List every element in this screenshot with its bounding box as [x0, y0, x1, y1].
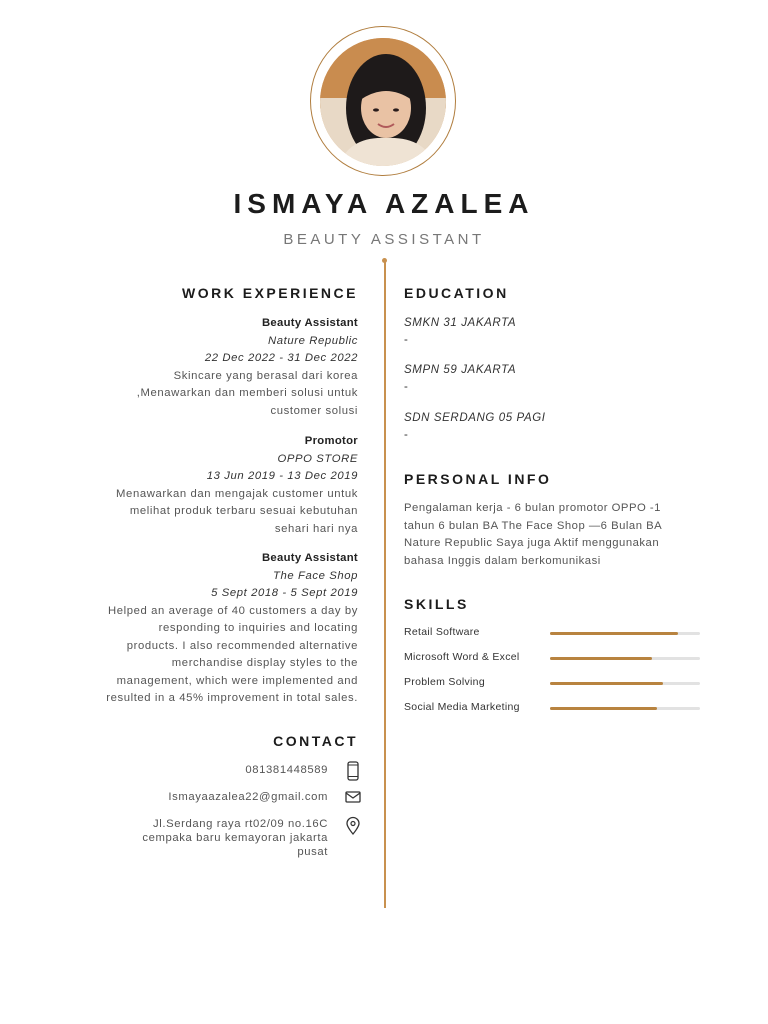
skill-bar-fill [550, 707, 657, 710]
skills-title: SKILLS [404, 596, 469, 612]
job-desc-line: sehari hari nya [274, 522, 358, 535]
job-dates: 22 Dec 2022 - 31 Dec 2022 [204, 352, 358, 364]
personal-info-title: PERSONAL INFO [404, 471, 552, 487]
job-desc-line: responding to inquiries and locating [158, 622, 358, 634]
job-company: OPPO STORE [277, 452, 358, 465]
work-item [68, 315, 358, 420]
education-item [404, 362, 516, 396]
skill-bar-track [550, 682, 700, 685]
job-desc-line: Skincare yang berasal dari korea [173, 369, 358, 382]
skill-bar-fill [550, 657, 652, 660]
school-name: SMPN 59 JAKARTA [404, 364, 517, 376]
skill-row [404, 701, 704, 715]
personal-info-line: tahun 6 bulan BA The Face Shop —6 Bulan BA [404, 519, 663, 532]
phone-icon [343, 761, 363, 781]
job-company: Nature Republic [267, 334, 358, 347]
avatar [320, 38, 446, 166]
location-pin-icon [343, 816, 363, 836]
work-experience-title: WORK EXPERIENCE [182, 285, 358, 301]
contact-title: CONTACT [273, 733, 358, 749]
job-company: The Face Shop [272, 569, 358, 582]
job-dates: 13 Jun 2019 - 13 Dec 2019 [206, 470, 358, 482]
skill-name: Retail Software [404, 626, 480, 638]
skill-bar-fill [550, 682, 663, 685]
job-desc-line: Menawarkan dan mengajak customer untuk [116, 487, 358, 500]
contact-address [142, 817, 328, 859]
school-name: SMKN 31 JAKARTA [404, 317, 517, 329]
education-item [404, 315, 516, 349]
candidate-role: BEAUTY ASSISTANT [283, 231, 485, 248]
skill-name: Microsoft Word & Excel [404, 651, 520, 663]
school-detail: - [404, 429, 409, 441]
job-desc-line: melihat produk terbaru sesuai kebutuhan [129, 505, 358, 517]
job-desc-line: ,Menawarkan dan memberi solusi untuk [136, 387, 358, 399]
personal-info-line: bahasa Inggis dalam berkomunikasi [404, 554, 601, 567]
skill-bar-fill [550, 632, 678, 635]
personal-info-text [404, 500, 704, 570]
contact-email[interactable]: Ismayaazalea22@gmail.com [168, 791, 328, 803]
school-detail: - [404, 381, 409, 393]
job-desc-line: management, which were implemented and [116, 674, 358, 687]
contact-phone[interactable]: 081381448589 [245, 764, 328, 776]
job-dates: 5 Sept 2018 - 5 Sept 2019 [211, 587, 358, 599]
job-desc-line: merchandise display styles to the [171, 657, 358, 669]
personal-info-line: Pengalaman kerja - 6 bulan promotor OPPO -1 [404, 502, 661, 514]
skill-name: Problem Solving [404, 676, 485, 688]
address-line: Jl.Serdang raya rt02/09 no.16C [153, 818, 328, 830]
job-desc-line: products. I also recommended alternative [126, 639, 358, 652]
skill-row [404, 676, 704, 690]
skill-bar-track [550, 657, 700, 660]
work-item [68, 433, 358, 538]
personal-info-line: Nature Republic Saya juga Aktif menggunakan [404, 537, 660, 549]
job-desc-line: resulted in a 45% improvement in total sales. [106, 692, 358, 704]
skill-row [404, 626, 704, 640]
job-desc-line: Helped an average of 40 customers a day by [107, 604, 358, 617]
skill-row [404, 651, 704, 665]
job-title: Promotor [304, 435, 358, 447]
skill-name: Social Media Marketing [404, 701, 520, 713]
school-name: SDN SERDANG 05 PAGI [404, 412, 546, 424]
education-title: EDUCATION [404, 285, 509, 301]
address-line: cempaka baru kemayoran jakarta [142, 832, 328, 844]
education-item [404, 410, 546, 444]
mail-icon [343, 787, 363, 807]
skill-bar-track [550, 707, 700, 710]
skill-bar-track [550, 632, 700, 635]
column-divider [384, 262, 386, 908]
job-title: Beauty Assistant [261, 552, 358, 564]
work-item [58, 550, 358, 708]
address-line: pusat [297, 846, 328, 858]
job-desc-line: customer solusi [270, 404, 358, 417]
candidate-name: ISMAYA AZALEA [233, 188, 535, 219]
school-detail: - [404, 334, 409, 346]
job-title: Beauty Assistant [261, 317, 358, 329]
